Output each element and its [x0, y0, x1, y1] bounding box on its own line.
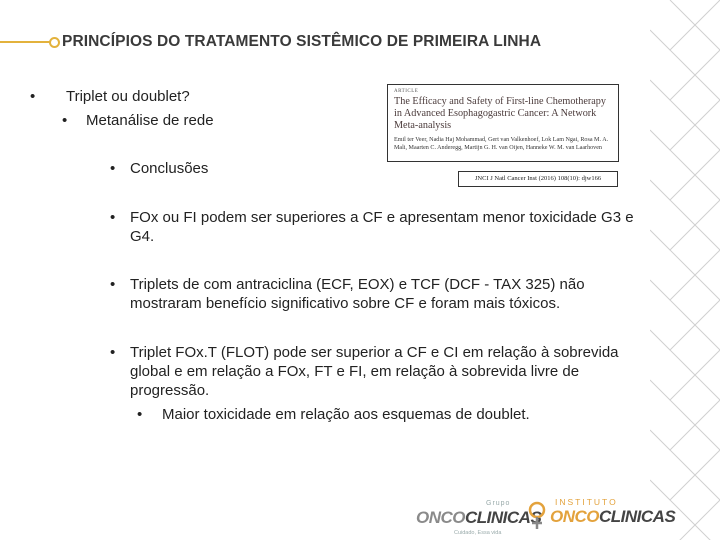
bullet-marker: •	[62, 112, 68, 129]
title-accent-dot	[49, 37, 60, 48]
bullet-text: Triplet FOx.T (FLOT) pode ser superior a CF e CI em relação à sobrevida global e em relação a FOx, FT e FI, em relação à sobrevida livre de progressão.	[130, 344, 619, 399]
bullet-text: Metanálise de rede	[86, 112, 214, 129]
title-accent-line	[0, 41, 50, 43]
bullet-triplet-or-doublet	[30, 87, 190, 106]
bullet-text: Triplet ou doublet?	[66, 88, 190, 105]
bullet-marker: •	[137, 406, 143, 423]
bullet-marker: •	[110, 276, 116, 293]
bullet-marker: •	[110, 160, 116, 177]
slide-title: PRINCÍPIOS DO TRATAMENTO SISTÊMICO DE PRIMEIRA LINHA	[62, 33, 542, 50]
bullet-text: FOx ou FI podem ser superiores a CF e apresentam menor toxicidade G3 e G4.	[130, 209, 634, 245]
paper-kicker: ARTICLE	[394, 89, 419, 94]
paper-thumbnail	[387, 84, 619, 162]
paper-authors: Emil ter Veer, Nadia Haj Mohammad, Gert van Valkenhoef, Lok Lam Ngai, Rosa M. A. Mali, Maarten C. Anderegg, Martijn G. H. van Oijen, Hanneke W. M. van Laarhoven	[394, 137, 609, 151]
logo-group-name	[416, 508, 541, 528]
logo-institute-name-bold: CLINICAS	[599, 507, 676, 526]
paper-title: The Efficacy and Safety of First-line Chemotherapy in Advanced Esophagogastric Cancer: A Network Meta-analysis	[394, 96, 606, 131]
bullet-network-meta-analysis	[62, 111, 214, 130]
logo-group-label: Grupo	[486, 500, 511, 507]
bullet-marker: •	[110, 209, 116, 226]
bullet-toxicity	[137, 405, 530, 424]
geometric-pattern-decoration	[650, 0, 720, 540]
logo-group-name-light: ONCO	[416, 508, 465, 527]
bullet-marker: •	[30, 88, 36, 105]
oncoclinicas-emblem-icon	[526, 501, 548, 531]
bullet-flot	[110, 343, 640, 400]
logo-group-tagline: Cuidado, Essa vida	[454, 530, 502, 536]
bullet-marker: •	[110, 344, 116, 361]
bullet-fox-fi	[110, 208, 640, 246]
bullet-triplets-anthracycline	[110, 275, 640, 313]
bullet-text: Maior toxicidade em relação aos esquemas de doublet.	[162, 406, 530, 423]
logo-institute-label: INSTITUTO	[555, 497, 618, 507]
logo-institute-name-light: ONCO	[550, 507, 599, 526]
logo-group-name-bold: CLINICAS	[465, 508, 542, 527]
logo-institute-name	[550, 507, 675, 527]
bullet-text: Triplets de com antraciclina (ECF, EOX) e TCF (DCF - TAX 325) não mostraram benefício significativo sobre CF e foram mais tóxicos.	[130, 276, 585, 312]
instituto-oncoclinicas-logo	[526, 497, 676, 533]
grupo-oncoclinicas-logo	[416, 500, 542, 536]
bullet-text: Conclusões	[130, 160, 209, 177]
paper-citation: JNCI J Natl Cancer Inst (2016) 108(10): djw166	[458, 171, 618, 187]
